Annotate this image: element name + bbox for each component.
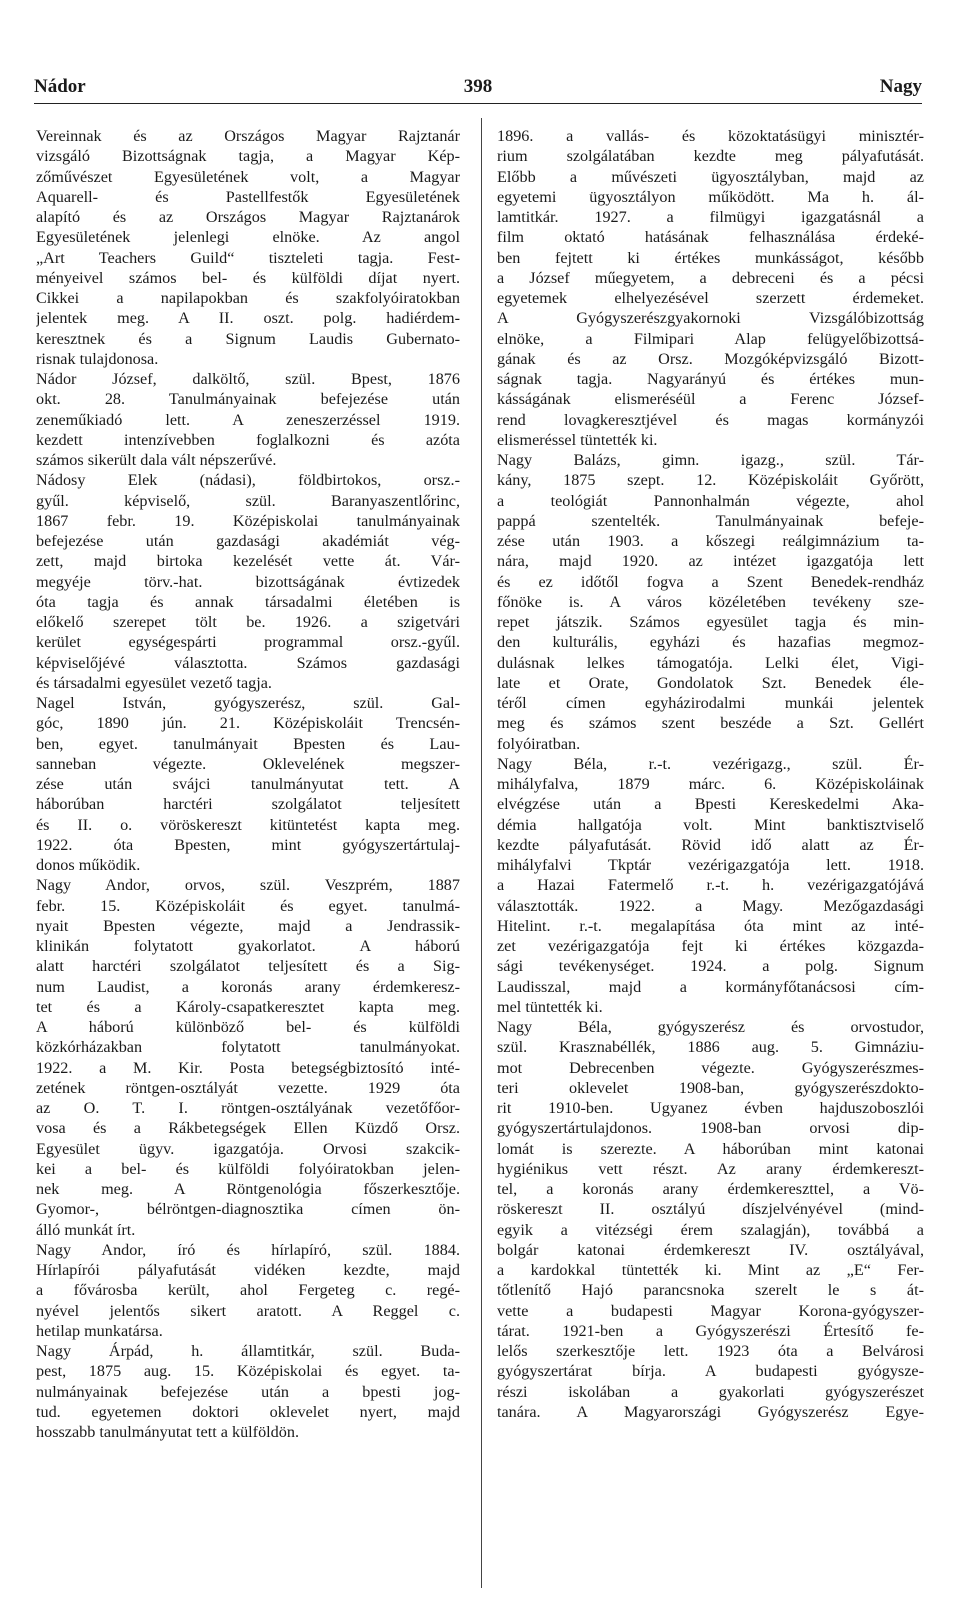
- text-line: 1922. óta Bpesten, mint gyógyszertártulaj-: [36, 835, 460, 854]
- right-column: [497, 126, 924, 1422]
- text-line: dulásnak lelkes támogatója. Lelki élet, Vigi-: [497, 653, 924, 672]
- text-line: sági tevékenységet. 1924. a polg. Signum: [497, 957, 924, 976]
- text-line: választották. 1922. a Magy. Mezőgazdasági: [497, 896, 924, 915]
- text-line: egyik a vitézségi érem szalagján), továbbá a: [497, 1220, 924, 1239]
- text-line: mel tüntették ki.: [497, 997, 603, 1016]
- text-line: nek meg. A Röntgenológia főszerkesztője.: [36, 1180, 460, 1198]
- text-line: tőtlenítő Hajó parancsnoka szerelt le s át-: [497, 1281, 924, 1300]
- text-line: gának és az Orsz. Mozgóképvizsgáló Bizott-: [497, 349, 924, 368]
- text-line: alatt harctéri szolgálatot teljesített és a Sig-: [36, 957, 460, 976]
- text-line: kásságának elismeréséül a Ferenc József-: [497, 390, 924, 409]
- text-line: Hitelint. r.-t. megalapítása óta mint az inté-: [497, 916, 924, 935]
- page-header: [34, 76, 922, 102]
- text-line: hetilap munkatársa.: [36, 1321, 163, 1340]
- text-line: egyetemi ügyosztályon működött. Ma h. ál-: [497, 187, 924, 206]
- text-line: az O. T. I. röntgen-osztályának vezetőfőor-: [36, 1099, 460, 1117]
- text-line: Laudisszal, majd a kormányfőtanácsosi cím-: [497, 977, 924, 996]
- text-line: szül. Krasznabéllék, 1886 aug. 5. Gimnáziu-: [497, 1038, 924, 1057]
- text-line: nyait Bpesten végezte, majd a Jendrassik-: [36, 916, 460, 935]
- text-line: Nagy Árpád, h. államtitkár, szül. Buda-: [36, 1342, 460, 1360]
- text-line: elnöke, a Filmipari Alap felügyelőbizottsá-: [497, 329, 924, 348]
- text-line: a fővárosba került, ahol Fergeteg c. regé-: [36, 1281, 460, 1300]
- text-line: 1867 febr. 19. Középiskolai tanulmányainak: [36, 511, 460, 530]
- text-line: megyéje törv.-hat. bizottságának évtizedek: [36, 572, 460, 591]
- text-line: repet játszik. Számos egyesület tagja és min-: [497, 613, 924, 631]
- text-line: számos sikerült dala vált népszerűvé.: [36, 451, 277, 469]
- text-line: nára, majd 1920. az intézet igazgatója lett: [497, 552, 924, 571]
- text-line: jelentek meg. A II. oszt. polg. hadiérdem-: [36, 309, 460, 328]
- text-line: hygiénikus vett részt. Az arany érdemkereszt-: [497, 1159, 924, 1178]
- text-line: A háború különböző bel- és külföldi: [36, 1018, 460, 1036]
- text-line: tud. egyetemen doktori oklevelet nyert, majd: [36, 1402, 460, 1421]
- text-line: febr. 15. Középiskoláit és egyet. tanulmá-: [36, 896, 460, 915]
- text-line: ben, egyet. tanulmányait Bpesten és Lau-: [36, 734, 460, 753]
- text-line: ményeivel számos bel- és külföldi díjat nyert.: [36, 268, 460, 287]
- text-line: ságnak tagja. Nagyarányú és értékes mun-: [497, 370, 924, 388]
- text-line: pest, 1875 aug. 15. Középiskolai és egyet. ta-: [36, 1362, 460, 1381]
- text-line: zőművészet Egyesületének volt, a Magyar: [36, 167, 460, 186]
- text-line: képviselőjévé választotta. Számos gazdasági: [36, 653, 460, 672]
- text-line: gyógyszertárat bírja. A budapesti gyógysze-: [497, 1362, 924, 1381]
- header-right-guideword: Nagy: [879, 76, 922, 97]
- header-left-guideword: Nádor: [34, 76, 86, 97]
- text-line: film oktató hatásának felhasználása érdeké-: [497, 228, 924, 247]
- text-line: a József műegyetem, a debreceni és a pécsi: [497, 268, 924, 287]
- text-line: előkelő szerepet tölt be. 1926. a szigetvári: [36, 613, 460, 631]
- text-line: tet és a Károly-csapatkeresztet kapta meg.: [36, 997, 460, 1016]
- text-line: gyógyszertártulajdonos. 1908-ban orvosi dip-: [497, 1119, 924, 1138]
- text-line: lamtitkár. 1927. a filmügyi igazgatásnál a: [497, 208, 924, 226]
- text-line: lomát is szerezte. A háborúban mint katonai: [497, 1139, 924, 1158]
- text-line: lelős szerkesztője lett. 1923 óta a Belvárosi: [497, 1342, 924, 1360]
- left-column: [36, 126, 460, 1442]
- text-line: tel, a koronás arany érdemkereszttel, a Vö-: [497, 1180, 924, 1198]
- text-line: Egyesület ügyv. igazgatója. Orvosi szakcik-: [36, 1139, 460, 1158]
- text-line: elismeréssel tüntették ki.: [497, 430, 658, 449]
- text-line: Nagy Balázs, gimn. igazg., szül. Tár-: [497, 451, 924, 469]
- text-line: Előbb a művészeti ügyosztályban, majd az: [497, 167, 924, 186]
- text-line: a teológiát Pannonhalmán végezte, ahol: [497, 491, 924, 510]
- text-line: mot Debrecenben végezte. Gyógyszerészmes-: [497, 1058, 924, 1077]
- text-line: tárat. 1921-ben a Gyógyszerészi Értesítő fe-: [497, 1321, 924, 1340]
- text-line: részi iskolában a gyakorlati gyógyszerészet: [497, 1382, 924, 1401]
- text-line: 1896. a vallás- és közoktatásügyi minisztér-: [497, 127, 924, 145]
- text-line: és társadalmi egyesület vezető tagja.: [36, 673, 272, 692]
- text-line: és ez időtől fogva a Szent Benedek-rendház: [497, 572, 924, 591]
- text-line: kei a bel- és külföldi folyóiratokban jelen-: [36, 1159, 460, 1178]
- text-line: alapító és az Országos Magyar Rajztanárok: [36, 208, 460, 226]
- text-line: sanneban végezte. Oklevelének megszer-: [36, 754, 460, 773]
- text-line: háborúban harctéri szolgálatot teljesített: [36, 795, 460, 814]
- text-line: Nádosy Elek (nádasi), földbirtokos, orsz.-: [36, 471, 460, 490]
- text-line: mihályfalvi Tkptár vezérigazgatója lett. 1918.: [497, 856, 924, 874]
- text-line: főnöke is. A város közéletében tevékeny sze-: [497, 592, 924, 611]
- text-line: Gyomor-, bélröntgen-diagnosztika címen ön-: [36, 1200, 460, 1219]
- text-line: a Hazai Fatermelő r.-t. h. vezérigazgatójává: [497, 876, 924, 895]
- text-line: kezdett intenzívebben foglalkozni és azóta: [36, 430, 460, 449]
- text-line: kerület egységespárti programmal orsz.-gyűl.: [36, 633, 460, 652]
- text-line: donos működik.: [36, 856, 141, 874]
- text-line: keresztnek és a Signum Laudis Gubernato-: [36, 329, 460, 348]
- text-line: mihályfalva, 1879 márc. 6. Középiskoláinak: [497, 775, 924, 793]
- text-line: zése után 1903. a kőszegi reálgimnázium ta-: [497, 532, 924, 550]
- text-line: 1922. a M. Kir. Posta betegségbiztosító inté-: [36, 1058, 460, 1077]
- text-line: bolgár katonai érdemkereszt IV. osztályával,: [497, 1240, 924, 1259]
- text-line: kány, 1875 szept. 12. Középiskoláit Győrött,: [497, 471, 924, 490]
- page-number: 398: [463, 76, 493, 97]
- text-line: teri oklevelet 1908-ban, gyógyszerészdokto-: [497, 1078, 924, 1097]
- text-line: vosa és a Rákbetegségek Ellen Küzdő Orsz.: [36, 1119, 460, 1138]
- text-line: ben fejtett ki értékes munkásságot, később: [497, 248, 924, 267]
- text-line: „Art Teachers Guild“ tiszteleti tagja. Fest-: [36, 248, 460, 267]
- text-line: Nagy Béla, r.-t. vezérigazg., szül. Ér-: [497, 754, 924, 773]
- text-line: közkórházakban folytatott tanulmányokat.: [36, 1038, 460, 1057]
- text-line: num Laudist, a koronás arany érdemkeresz-: [36, 977, 460, 996]
- text-line: egyetemek elhelyezésével szerzett érdemeket.: [497, 289, 924, 307]
- text-line: téről címen egyházirodalmi munkái jelentek: [497, 694, 924, 712]
- column-divider: [481, 118, 482, 1588]
- text-line: zet vezérigazgatója fejt ki értékes közgazda-: [497, 937, 924, 955]
- text-line: klinikán folytatott gyakorlatot. A háború: [36, 937, 460, 955]
- text-line: démia hallgatója volt. Mint banktisztviselő: [497, 815, 924, 834]
- text-line: A Gyógyszerészgyakornoki Vizsgálóbizottság: [497, 309, 924, 328]
- text-line: okt. 28. Tanulmányainak befejezése után: [36, 390, 460, 409]
- text-line: zése után svájci tanulmányutat tett. A: [36, 775, 460, 793]
- text-line: a kardokkal tüntették ki. Mint az „E“ Fer-: [497, 1261, 924, 1279]
- text-line: rit 1910-ben. Ugyanez évben hajduszoboszlói: [497, 1099, 924, 1117]
- text-line: zetének röntgen-osztályát vezette. 1929 óta: [36, 1078, 460, 1097]
- text-line: Egyesületének jelenlegi elnöke. Az angol: [36, 228, 460, 247]
- text-line: óta tagja és annak társadalmi életében is: [36, 592, 460, 611]
- text-line: elvégzése után a Bpesti Kereskedelmi Aka-: [497, 795, 924, 814]
- text-line: vette a budapesti Magyar Korona-gyógyszer-: [497, 1301, 924, 1320]
- text-line: Nádor József, dalköltő, szül. Bpest, 1876: [36, 370, 460, 388]
- text-line: Aquarell- és Pastellfestők Egyesületének: [36, 187, 460, 206]
- text-line: rend lovagkeresztjével és magas kormányzói: [497, 410, 924, 429]
- text-line: Vereinnak és az Országos Magyar Rajztanár: [36, 127, 460, 145]
- text-line: álló munkát írt.: [36, 1220, 136, 1239]
- text-line: nyével jelentős sikert aratott. A Reggel c.: [36, 1301, 460, 1320]
- text-line: góc, 1890 jún. 21. Középiskoláit Trencsén-: [36, 714, 460, 733]
- text-line: late et Orate, Gondolatok Szt. Benedek éle-: [497, 673, 924, 692]
- text-line: gyűl. képviselő, szül. Baranyaszentlőrinc,: [36, 491, 460, 510]
- header-rule: [34, 103, 922, 104]
- text-line: Nagy Béla, gyógyszerész és orvostudor,: [497, 1018, 924, 1036]
- text-line: és II. o. vöröskereszt kitüntetést kapta meg.: [36, 815, 460, 834]
- text-line: kezdte pályafutását. Rövid idő alatt az Ér-: [497, 835, 924, 854]
- text-line: röskereszt II. osztályú díszjelvényével (mind-: [497, 1200, 924, 1219]
- text-line: nulmányainak befejezése után a bpesti jog-: [36, 1382, 460, 1401]
- text-line: folyóiratban.: [497, 734, 581, 753]
- text-line: vizsgáló Bizottságnak tagja, a Magyar Kép-: [36, 147, 460, 166]
- text-line: Cikkei a napilapokban és szakfolyóiratokban: [36, 289, 460, 307]
- text-line: den kulturális, egyházi és hazafias megmoz-: [497, 633, 924, 652]
- text-line: Nagy Andor, író és hírlapíró, szül. 1884.: [36, 1240, 460, 1259]
- text-line: Nagel István, gyógyszerész, szül. Gal-: [36, 694, 460, 712]
- text-line: Hírlapírói pályafutását vidéken kezdte, majd: [36, 1261, 460, 1279]
- text-line: befejezése után gazdasági akadémiát vég-: [36, 532, 460, 550]
- text-line: risnak tulajdonosa.: [36, 349, 159, 368]
- text-line: zett, majd birtoka kezelését vette át. Vár-: [36, 552, 460, 571]
- text-line: zeneműkiadó lett. A zeneszerzéssel 1919.: [36, 410, 460, 429]
- text-line: meg és számos szent beszéde a Szt. Gellért: [497, 714, 924, 733]
- text-line: pappá szentelték. Tanulmányainak befeje-: [497, 511, 924, 530]
- text-line: hosszabb tanulmányutat tett a külföldön.: [36, 1423, 299, 1441]
- text-line: Nagy Andor, orvos, szül. Veszprém, 1887: [36, 876, 460, 895]
- text-line: rium szolgálatában kezdte meg pályafutását.: [497, 147, 924, 166]
- text-line: tanára. A Magyarországi Gyógyszerész Egye-: [497, 1402, 924, 1421]
